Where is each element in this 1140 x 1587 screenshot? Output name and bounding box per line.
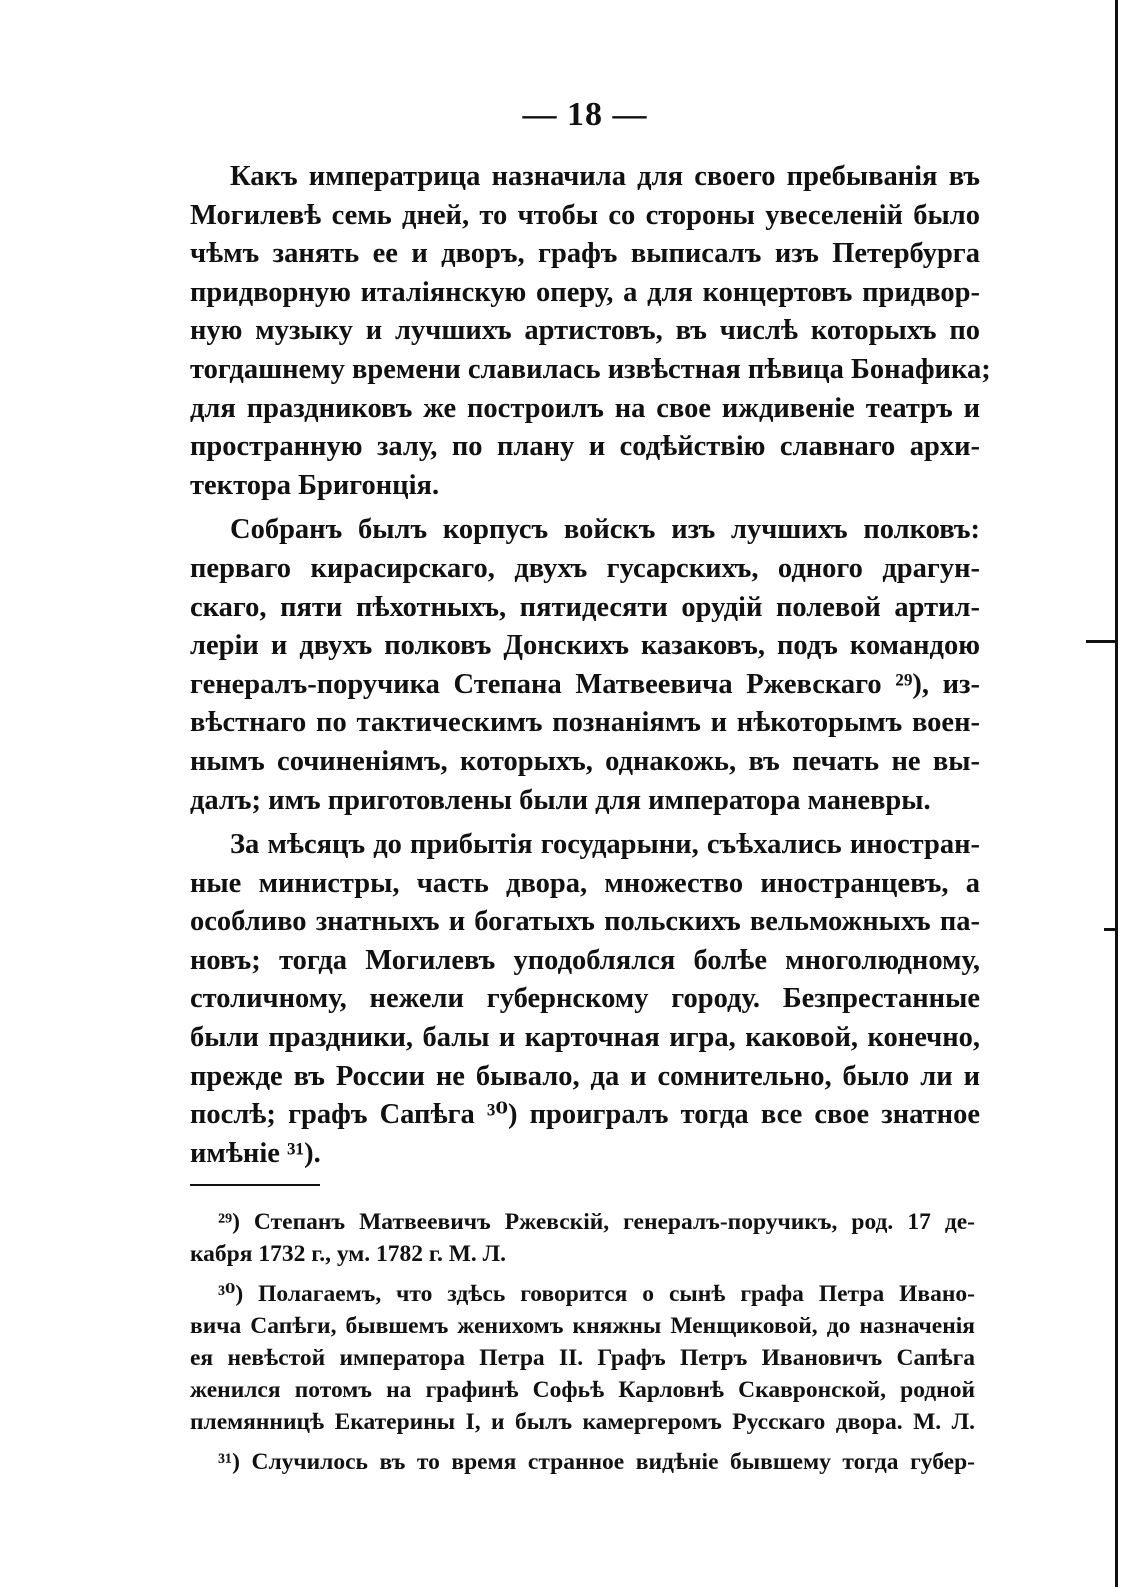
text-line: чѣмъ занять ее и дворъ, графъ выписалъ изъ Петербурга <box>190 238 980 270</box>
text-line: были праздники, балы и карточная игра, каковой, конечно, <box>190 1022 980 1054</box>
text-line: Собранъ былъ корпусъ войскъ изъ лучшихъ полковъ: <box>230 514 980 546</box>
paragraph <box>190 511 980 820</box>
page-number: — 18 — <box>522 96 648 133</box>
text-line: генералъ-поручика Степана Матвеевича Ржевскаго ²⁹), из- <box>190 668 980 700</box>
footnote-line: ²⁹) Степанъ Матвеевичъ Ржевскій, генералъ-поручикъ, род. 17 де- <box>218 1209 975 1235</box>
footnote-line: кабря 1732 г., ум. 1782 г. М. Л. <box>190 1241 507 1267</box>
main-text <box>190 158 991 1179</box>
text-line: далъ; имъ приготовлены были для императора маневры. <box>190 784 931 816</box>
footnotes <box>190 1206 975 1486</box>
text-line: нымъ сочиненіямъ, которыхъ, однакожь, въ печать не вы- <box>190 745 980 777</box>
text-line: придворную италіянскую оперу, а для концертовъ придвор- <box>190 276 980 308</box>
text-line: для праздниковъ же построилъ на свое иждивеніе театръ и <box>190 392 980 424</box>
footnote <box>190 1446 975 1478</box>
text-line: столичному, нежели губернскому городу. Безпрестанные <box>190 983 980 1015</box>
text-line: Могилевѣ семь дней, то чтобы со стороны увеселеній было <box>190 199 980 231</box>
text-line: Какъ императрица назначила для своего пребыванія въ <box>230 161 980 192</box>
footnote-line: племянницѣ Екатерины I, и былъ камергеромъ Русскаго двора. М. Л. <box>190 1409 975 1435</box>
footnote-line: вича Сапѣги, бывшемъ женихомъ княжны Менщиковой, до назначенія <box>190 1313 975 1339</box>
footnote-line: ³¹) Случилось въ то время странное видѣніе бывшему тогда губер- <box>218 1449 975 1475</box>
edge-mark <box>1086 640 1118 643</box>
edge-mark <box>1104 928 1118 931</box>
text-line: пространную залу, по плану и содѣйствію славнаго архи- <box>190 431 980 463</box>
paragraph <box>190 826 980 1173</box>
text-line: имѣніе ³¹). <box>190 1137 321 1169</box>
text-line: За мѣсяцъ до прибытія государыни, съѣхались иностран- <box>230 829 980 861</box>
text-line: ные министры, часть двора, множество иностранцевъ, а <box>190 867 980 899</box>
text-line: скаго, пяти пѣхотныхъ, пятидесяти орудій полевой артил- <box>190 591 980 623</box>
text-line: тогдашнему времени славилась извѣстная пѣвица Бонафика; <box>190 353 991 385</box>
text-line: прежде въ России не бывало, да и сомнительно, было ли и <box>190 1060 980 1092</box>
footnote <box>190 1206 975 1270</box>
text-line: тектора Бригонція. <box>190 469 440 501</box>
footnote-separator <box>190 1184 320 1186</box>
paragraph <box>190 158 991 505</box>
text-line: вѣстнаго по тактическимъ познаніямъ и нѣкоторымъ воен- <box>190 707 980 739</box>
footnote-line: женился потомъ на графинѣ Софьѣ Карловнѣ Скавронской, родной <box>190 1377 975 1403</box>
page-edge-border <box>1115 0 1118 1587</box>
text-line: новъ; тогда Могилевъ уподоблялся болѣе многолюдному, <box>190 944 980 976</box>
text-line: леріи и двухъ полковъ Донскихъ казаковъ, подъ командою <box>190 630 980 662</box>
footnote-line: ея невѣстой императора Петра II. Графъ Петръ Ивановичъ Сапѣга <box>190 1345 975 1371</box>
text-line: ную музыку и лучшихъ артистовъ, въ числѣ которыхъ по <box>190 315 980 347</box>
text-line: особливо знатныхъ и богатыхъ польскихъ вельможныхъ па- <box>190 906 980 938</box>
footnote-line: ³⁰) Полагаемъ, что здѣсь говорится о сынѣ графа Петра Ивано- <box>218 1281 975 1307</box>
footnote <box>190 1278 975 1438</box>
text-line: послѣ; графъ Сапѣга ³⁰) проигралъ тогда все свое знатное <box>190 1099 980 1131</box>
text-line: перваго кирасирскаго, двухъ гусарскихъ, одного драгун- <box>190 552 980 584</box>
